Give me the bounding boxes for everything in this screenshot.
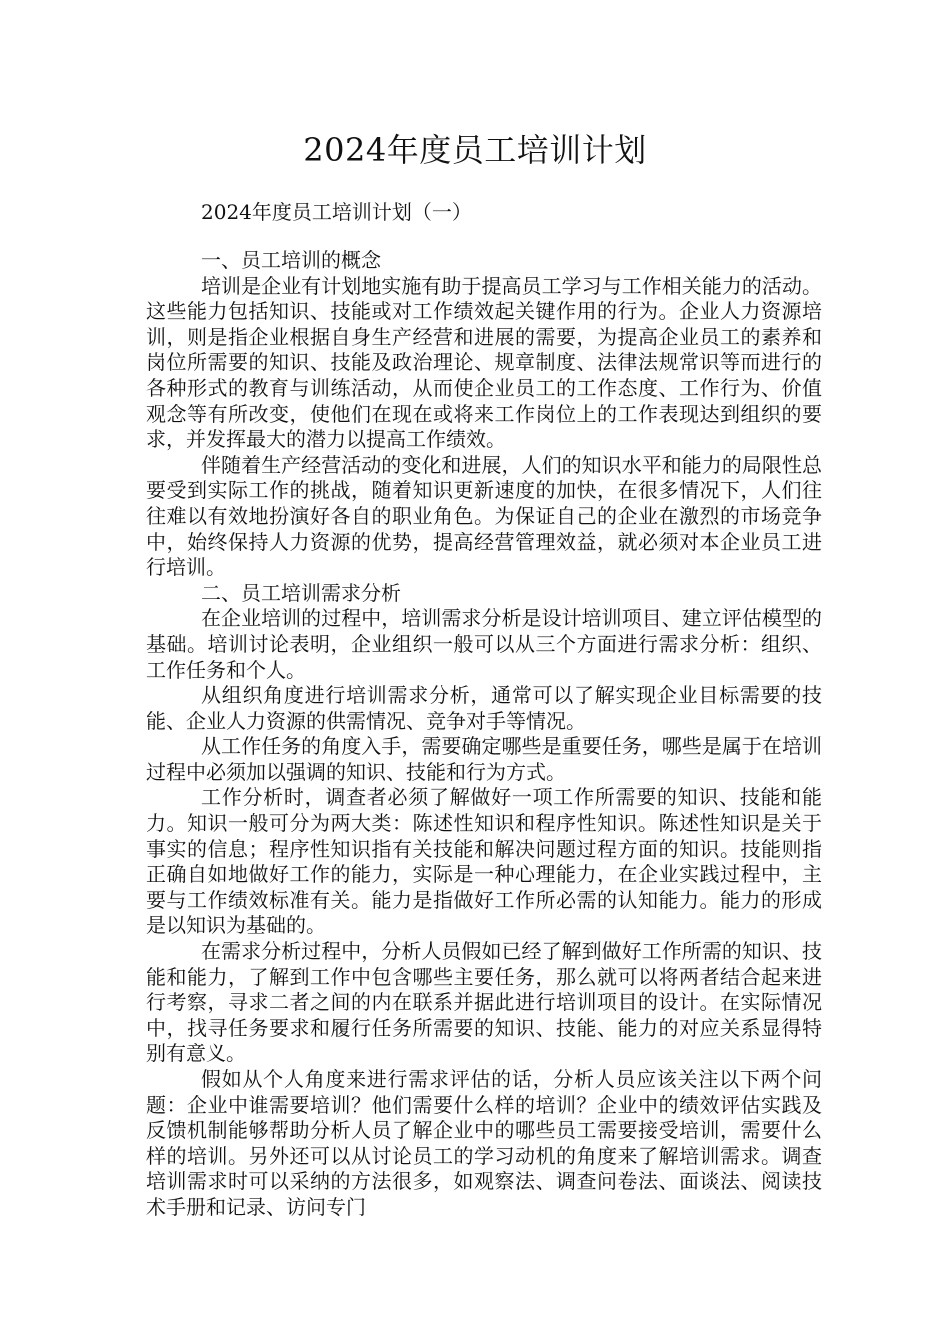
paragraph: 培训是企业有计划地实施有助于提高员工学习与工作相关能力的活动。这些能力包括知识、技能或对工作绩效起关键作用的行为。企业人力资源培训，则是指企业根据自身生产经营和进展的需要，为提高企业员工的素养和岗位所需要的知识、技能及政治理论、规章制度、法律法规常识等而进行的各种形式的教育与训练活动，从而使企业员工的工作态度、工作行为、价值观念等有所改变，使他们在现在或将来工作岗位上的工作表现达到组织的要求，并发挥最大的潜力以提高工作绩效。: [146, 273, 822, 452]
document-subtitle: 2024年度员工培训计划（一）: [201, 200, 472, 224]
section-heading-concept: 一、员工培训的概念: [201, 248, 381, 272]
paragraph: 伴随着生产经营活动的变化和进展，人们的知识水平和能力的局限性总要受到实际工作的挑战，随着知识更新速度的加快，在很多情况下，人们往往难以有效地扮演好各自的职业角色。为保证自己的企业在激烈的市场竞争中，始终保持人力资源的优势，提高经营管理效益，就必须对本企业员工进行培训。: [146, 452, 822, 580]
document-title: 2024年度员工培训计划: [303, 131, 647, 169]
paragraph: 从工作任务的角度入手，需要确定哪些是重要任务，哪些是属于在培训过程中必须加以强调的知识、技能和行为方式。: [146, 734, 822, 784]
paragraph: 在企业培训的过程中，培训需求分析是设计培训项目、建立评估模型的基础。培训讨论表明，企业组织一般可以从三个方面进行需求分析：组织、工作任务和个人。: [146, 606, 822, 682]
paragraph: 在需求分析过程中，分析人员假如已经了解到做好工作所需的知识、技能和能力，了解到工作中包含哪些主要任务，那么就可以将两者结合起来进行考察，寻求二者之间的内在联系并据此进行培训项目的设计。在实际情况中，找寻任务要求和履行任务所需要的知识、技能、能力的对应关系显得特别有意义。: [146, 939, 822, 1066]
document-body: [146, 248, 822, 1221]
paragraph: 从组织角度进行培训需求分析，通常可以了解实现企业目标需要的技能、企业人力资源的供需情况、竞争对手等情况。: [146, 683, 822, 733]
section-heading-needs-analysis: 二、员工培训需求分析: [201, 580, 401, 605]
paragraph: 假如从个人角度来进行需求评估的话，分析人员应该关注以下两个问题：企业中谁需要培训？他们需要什么样的培训？企业中的绩效评估实践及反馈机制能够帮助分析人员了解企业中的哪些员工需要接受培训，需要什么样的培训。另外还可以从讨论员工的学习动机的角度来了解培训需求。调查培训需求时可以采纳的方法很多，如观察法、调查问卷法、面谈法、阅读技术手册和记录、访问专门: [146, 1067, 822, 1219]
paragraph: 工作分析时，调查者必须了解做好一项工作所需要的知识、技能和能力。知识一般可分为两大类：陈述性知识和程序性知识。陈述性知识是关于事实的信息；程序性知识指有关技能和解决问题过程方面的知识。技能则指正确自如地做好工作的能力，实际是一种心理能力，在企业实践过程中，主要与工作绩效标准有关。能力是指做好工作所必需的认知能力。能力的形成是以知识为基础的。: [146, 785, 822, 938]
